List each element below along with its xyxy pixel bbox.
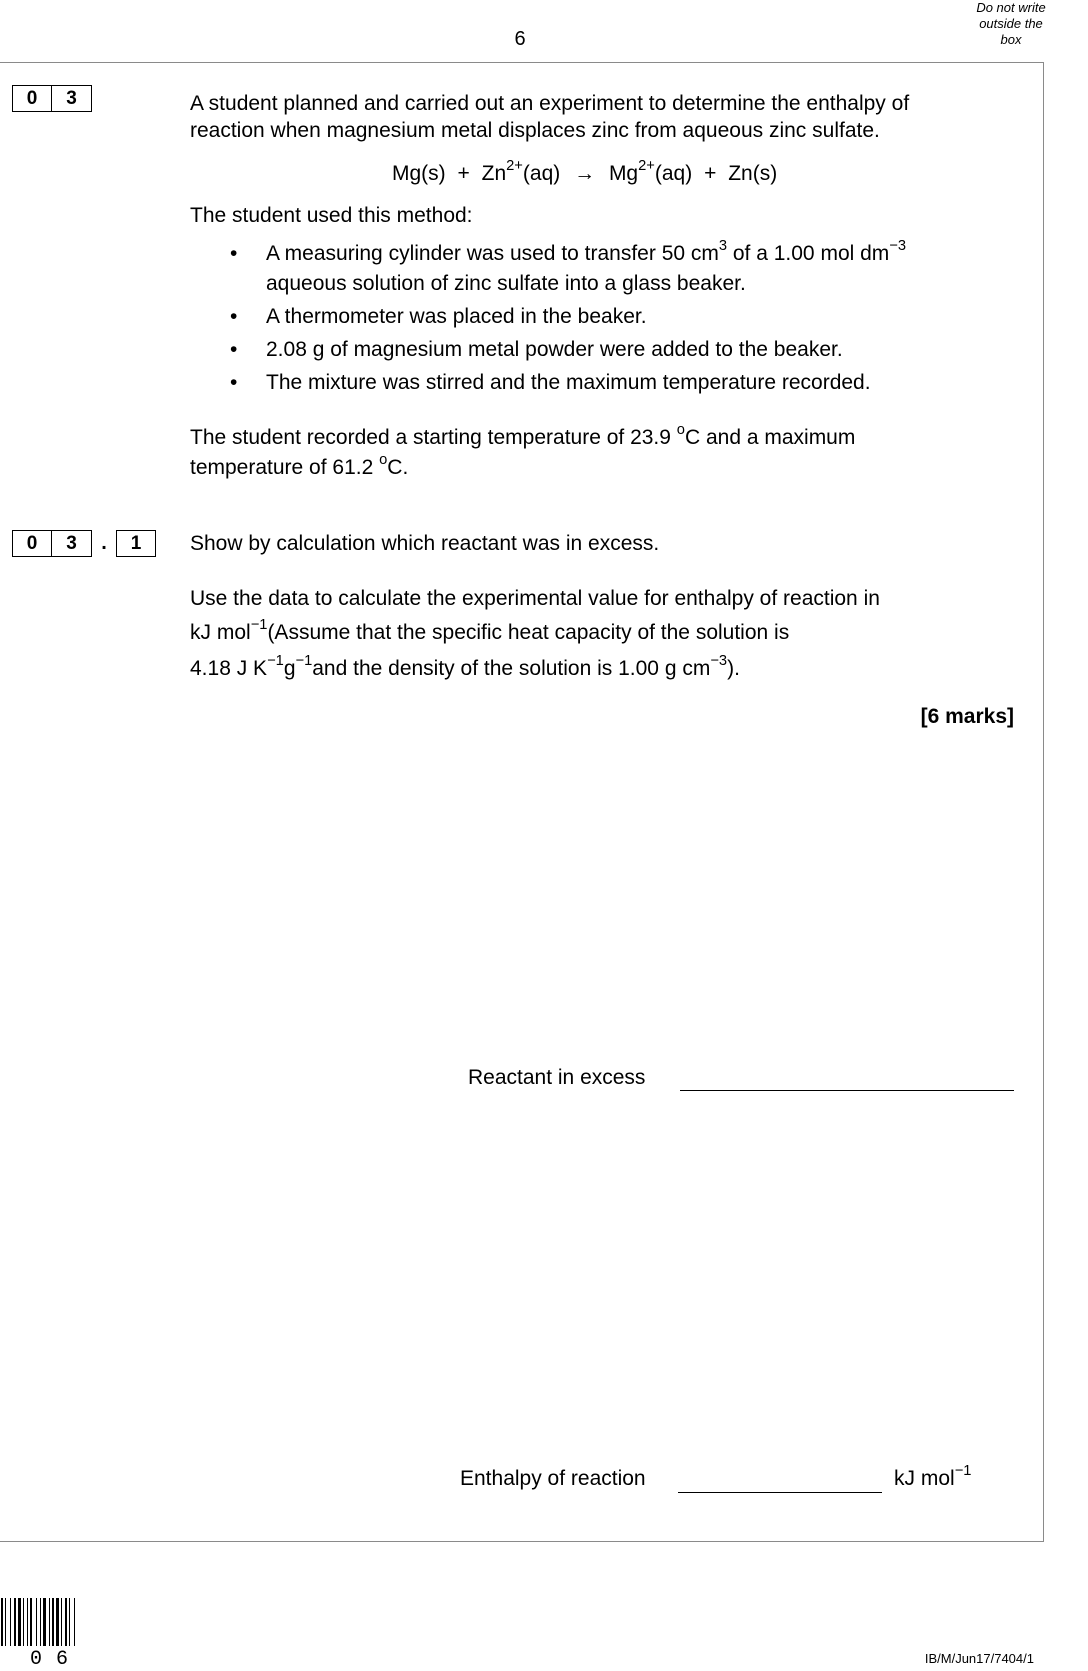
enthalpy-unit: kJ mol$^{-1}$ [894, 1463, 972, 1490]
reactant-excess-label: Reactant in excess [468, 1066, 646, 1089]
enthalpy-answer-line[interactable] [678, 1492, 882, 1493]
chemical-equation: $Mg(s) + Zn^{2+}(aq) \to Mg^{2+}(aq) + Zn(s)$ [392, 158, 778, 185]
method-step: • A thermometer was placed in the beaker. [230, 303, 990, 330]
method-step: • The mixture was stirred and the maximum temperature recorded. [230, 369, 990, 396]
method-step: • 2.08 g of magnesium metal powder were added to the beaker. [230, 336, 990, 363]
question-number [12, 85, 92, 112]
part-number-digit: 0 [12, 530, 52, 557]
part-number-digit: 3 [52, 530, 92, 557]
barcode-digits: 06 [30, 1648, 83, 1671]
enthalpy-label: Enthalpy of reaction [460, 1467, 646, 1490]
part-number-digit: 1 [116, 530, 156, 557]
part-data-instruction: Use the data to calculate the experimental value for enthalpy of reaction in kJ mol$^{-1}$(Assume that the specific heat capacity of the solution is 4.18 J $K^{-1}g^{-1}and$ the density of the solution is 1.00 g $cm^{-3}$). [190, 587, 880, 680]
marks-label: [6 marks] [920, 705, 1014, 728]
part-number [12, 530, 156, 557]
footer-reference: IB/M/Jun17/7404/1 [924, 1651, 1034, 1666]
question-number-digit: 0 [12, 85, 52, 112]
question-number-digit: 3 [52, 85, 92, 112]
margin-note: Do not write outside the box [976, 0, 1046, 47]
method-step: • A measuring cylinder was used to transfer 50 $cm^3$ of a 1.00 mol $dm^{-3}$ aqueous solution of zinc sulfate into a glass beaker. [230, 240, 990, 297]
reaction-arrow: → [574, 162, 596, 185]
part-instruction: Show by calculation which reactant was in excess. [190, 532, 660, 555]
page-number: 6 [514, 28, 526, 50]
question-intro: A student planned and carried out an experiment to determine the enthalpy of reaction when magnesium metal displaces zinc from aqueous zinc sulfate. [190, 92, 910, 142]
barcode-image [0, 1598, 115, 1654]
method-intro: The student used this method: [190, 204, 473, 227]
method-list [230, 240, 990, 396]
reactant-excess-answer-line[interactable] [680, 1090, 1014, 1091]
temperature-statement: The student recorded a starting temperature of 23.9 $^o$C and a maximum temperature of 61.2 $^o$C. [190, 422, 856, 479]
part-number-separator: . [101, 532, 107, 554]
